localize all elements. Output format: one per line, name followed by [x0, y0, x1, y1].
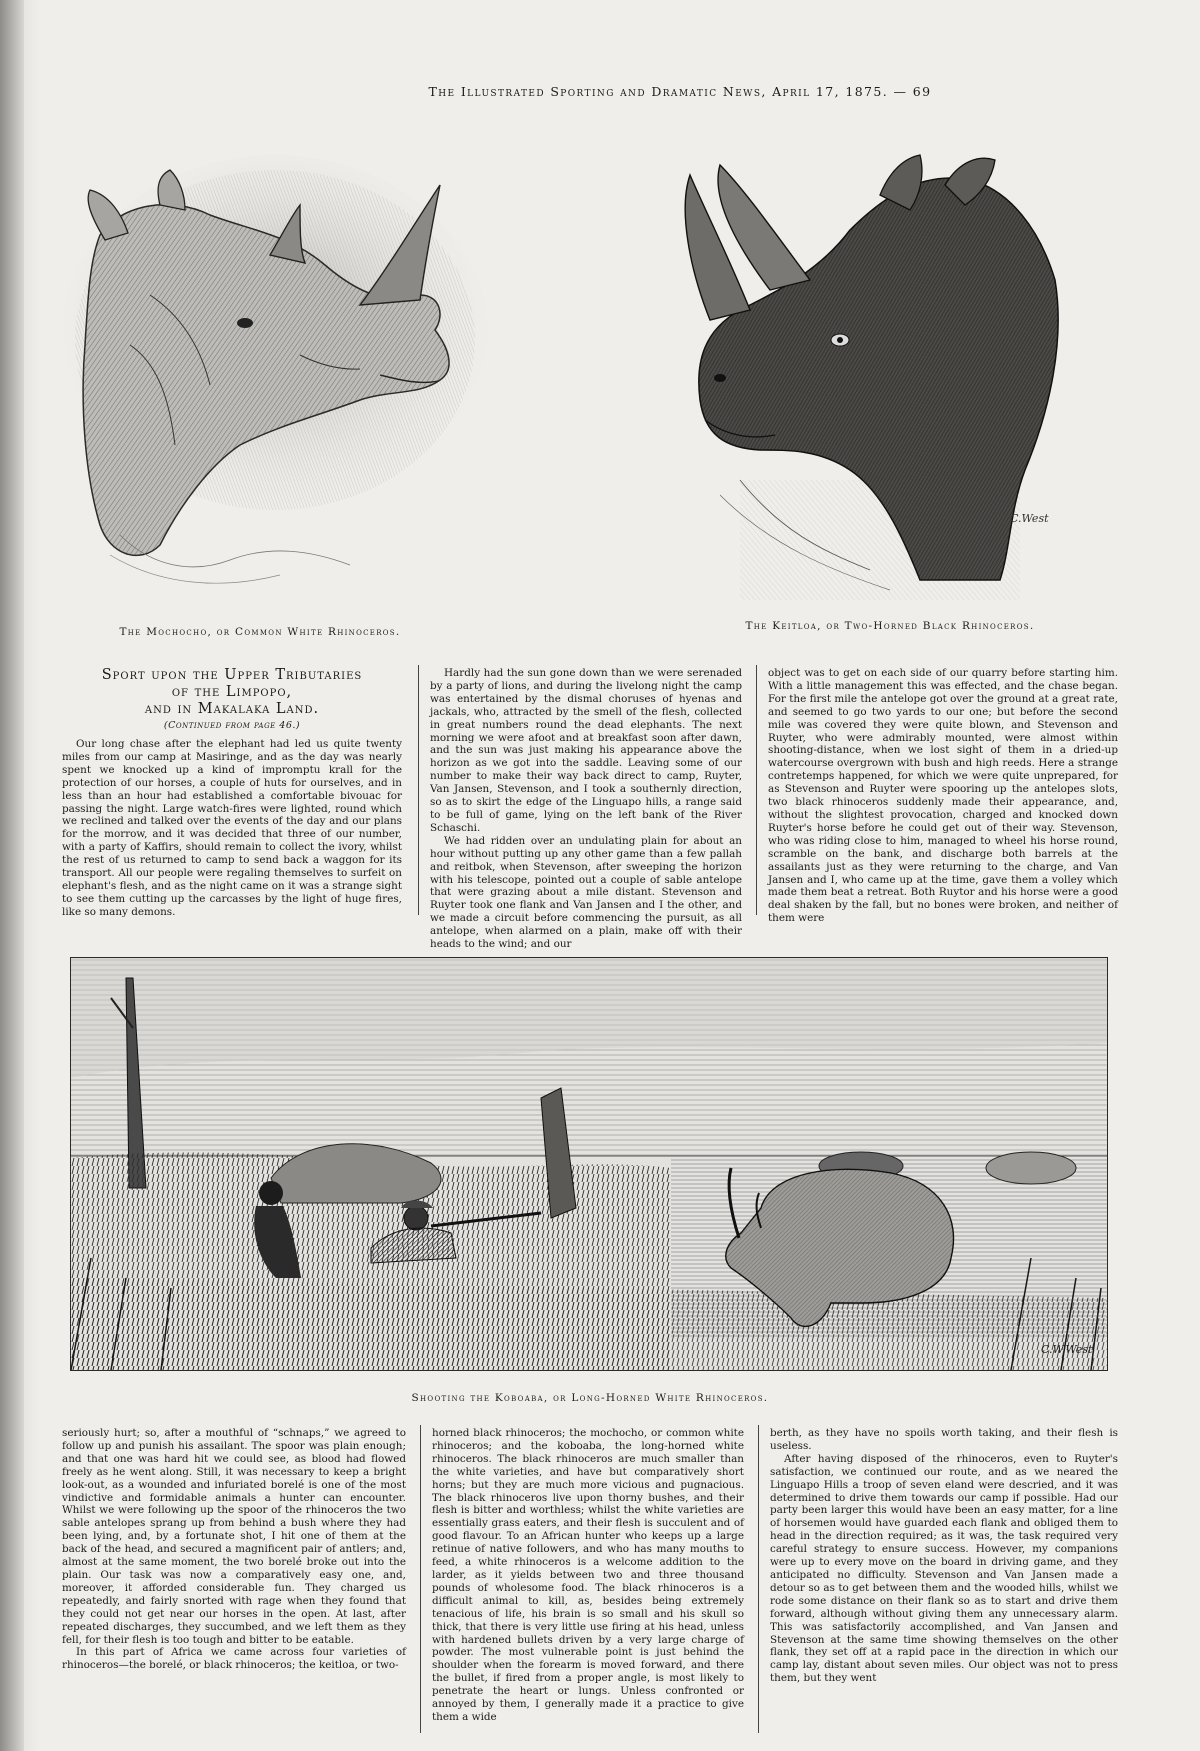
- page-header: The Illustrated Sporting and Dramatic News, April 17, 1875. — 69: [428, 84, 932, 99]
- paragraph: berth, as they have no spoils worth taking, and their flesh is useless.: [770, 1427, 1118, 1452]
- page-spine-shadow: [0, 0, 24, 1751]
- illustration-keitloa: [680, 150, 1080, 605]
- paragraph: In this part of Africa we came across four varieties of rhinoceros—the borelé, or black rhinoceros; the keitloa, or two-: [62, 1646, 406, 1672]
- paragraph: We had ridden over an undulating plain for about an hour without putting up any other game than a few pallah and reitbok, when Stevenson, after sweeping the horizon with his telescope, pointed out a couple of sable antelope that were grazing about a mile distant. Stevenson and Ruyter took one flank and Van Jansen and I the other, and we made a circuit before commencing the pursuit, as all antelope, when alarmed on a plain, make off with their heads to the wind; and our: [430, 834, 742, 951]
- paragraph: After having disposed of the rhinoceros, even to Ruyter's satisfaction, we continued our route, and as we neared the Linguapo Hills a troop of seven eland were descried, and it was determined to drive them towards our camp if possible. Had our party been larger this would have been an easy matter, for a line of horsemen would have guarded each flank and obliged them to head in the direction required; as it was, the task required very careful strategy to ensure success. However, my companions were up to every move on the board in driving game, and they anticipated no difficulty. Stevenson and Van Jansen made a detour so as to get between them and the wooded hills, whilst we rode some distance on their flank so as to start and drive them forward, although without giving them any unnecessary alarm. This was satisfactorily accomplished, and Van Jansen and Stevenson at the same time showing themselves on the other flank, they set off at a rapid pace in the direction in which our camp lay, distant about seven miles. Our object was not to press them, but they went: [770, 1452, 1118, 1685]
- paragraph: Our long chase after the elephant had led us quite twenty miles from our camp at Masiringe, and as the day was nearly spent we knocked up a kind of impromptu krall for the protection of our horses, a couple of huts for ourselves, and in less than an hour had established a comfortable bivouac for passing the night. Large watch-fires were lighted, round which we reclined and talked over the events of the day and our plans for the morrow, and it was decided that three of our number, with a party of Kaffirs, should remain to collect the ivory, whilst the rest of us returned to camp to send back a waggon for its transport. All our people were regaling themselves to surfeit on elephant's flesh, and as the night came on it was a strange sight to see them cutting up the carcasses by the light of huge fires, like so many demons.: [62, 738, 402, 918]
- caption-mochocho: The Mochocho, or Common White Rhinoceros.: [119, 626, 401, 638]
- article-column-2: [430, 667, 742, 951]
- article-title: [62, 667, 402, 734]
- paragraph: horned black rhinoceros; the mochocho, or common white rhinoceros; and the koboaba, the long-horned white rhinoceros. The black rhinoceros are much smaller than the white varieties, and have but comparatively short horns; but they are much more vicious and pugnacious. The black rhinoceros live upon thorny bushes, and their flesh is bitter and worthless; whilst the white varieties are essentially grass eaters, and their flesh is succulent and of good flavour. To an African hunter who keeps up a large retinue of native followers, and who has many mouths to feed, a white rhinoceros is a welcome addition to the larder, as it yields between two and three thousand pounds of wholesome food. The black rhinoceros is a difficult animal to kill, as, besides being extremely tenacious of life, his brain is so small and his skull so thick, that there is very little use firing at his head, unless with hardened bullets driven by a very large charge of powder. The most vulnerable point is just behind the shoulder when the forearm is moved forward, and there the bullet, if fired from a proper angle, is most likely to penetrate the heart or lungs. Unless confronted or annoyed by them, I generally made it a practice to give them a wide: [432, 1427, 744, 1723]
- column-rule: [418, 665, 419, 915]
- engraver-signature-bottom: C.W.West: [1041, 1343, 1093, 1356]
- continued-note: (Continued from page 46.): [163, 720, 301, 731]
- white-rhino-head-engraving: [60, 145, 500, 600]
- column-rule: [758, 1425, 759, 1733]
- column-rule: [420, 1425, 421, 1733]
- illustration-mochocho: [60, 145, 500, 600]
- article-title-line-2: of the Limpopo,: [171, 684, 293, 700]
- paragraph: object was to get on each side of our quarry before starting him. With a little management this was effected, and the chase began. For the first mile the antelope got over the ground at a great rate, and seemed to go two yards to our one; but before the second mile was covered they were quite blown, and Stevenson and Ruyter, who were admirably mounted, were almost within shooting-distance, when we lost sight of them in a dried-up watercourse overgrown with bush and high reeds. Here a strange contretemps happened, for which we were quite unprepared, for as Stevenson and Ruyter were spooring up the antelopes slots, two black rhinoceros suddenly made their appearance, and, without the slightest provocation, charged and knocked down Ruyter's horse before he could get out of their way. Stevenson, who was riding close to him, managed to wheel his horse round, scramble on the bank, and discharge both barrels at the assailants just as they were returning to the charge, and Van Jansen and I, who came up at the time, gave them a volley which made them beat a retreat. Both Ruytor and his horse were a good deal shaken by the fall, but no bones were broken, and neither of them were: [768, 667, 1118, 925]
- caption-keitloa: The Keitloa, or Two-Horned Black Rhinoceros.: [745, 620, 1035, 632]
- paragraph: Hardly had the sun gone down than we were serenaded by a party of lions, and during the livelong night the camp was entertained by the dismal choruses of hyenas and jackals, who, attracted by the smell of the flesh, collected in great numbers round the dead elephants. The next morning we were afoot and at breakfast soon after dawn, and the sun was just making his appearance above the horizon as we got into the saddle. Leaving some of our number to make their way back direct to camp, Ruyter, Van Jansen, Stevenson, and I took a southernly direction, so as to skirt the edge of the Linguapo hills, a range said to be full of game, lying on the left bank of the River Schaschi.: [430, 667, 742, 834]
- hunting-scene-engraving: [71, 958, 1107, 1370]
- illustration-koboaba: [70, 957, 1108, 1371]
- caption-koboaba: Shooting the Koboaba, or Long-Horned White Rhinoceros.: [411, 1392, 769, 1404]
- article-column-5: [432, 1427, 744, 1724]
- article-column-4: [62, 1427, 406, 1672]
- paragraph: seriously hurt; so, after a mouthful of “schnaps,” we agreed to follow up and punish his assailant. The spoor was plain enough; and that one was hard hit we could see, as blood had flowed freely as he went along. Still, it was necessary to keep a bright look-out, as a wounded and infuriated borelé is one of the most vindictive and formidable animals a hunter can encounter. Whilst we were following up the spoor of the rhinoceros the two sable antelopes sprang up from behind a bush where they had been lying, and, by a fortunate shot, I hit one of them at the back of the head, and secured a magnificent pair of antlers; and, almost at the same moment, the two borelé broke out into the plain. Our task was now a comparatively easy one, and, moreover, it afforded considerable fun. They charged us repeatedly, and fairly snorted with rage when they found that they could not get near our horses in the open. At last, after repeated discharges, they succumbed, and we left them as they fell, for their flesh is too tough and bitter to be eatable.: [62, 1427, 406, 1646]
- article-column-6: [770, 1427, 1118, 1685]
- article-title-line-3: and in Makalaka Land.: [144, 701, 320, 717]
- article-title-line-1: Sport upon the Upper Tributaries: [101, 667, 363, 683]
- engraver-signature-top: C.West: [1010, 512, 1049, 525]
- article-column-3: [768, 667, 1118, 925]
- article-column-1: [62, 667, 402, 919]
- black-rhino-head-engraving: [680, 150, 1080, 605]
- column-rule: [756, 665, 757, 915]
